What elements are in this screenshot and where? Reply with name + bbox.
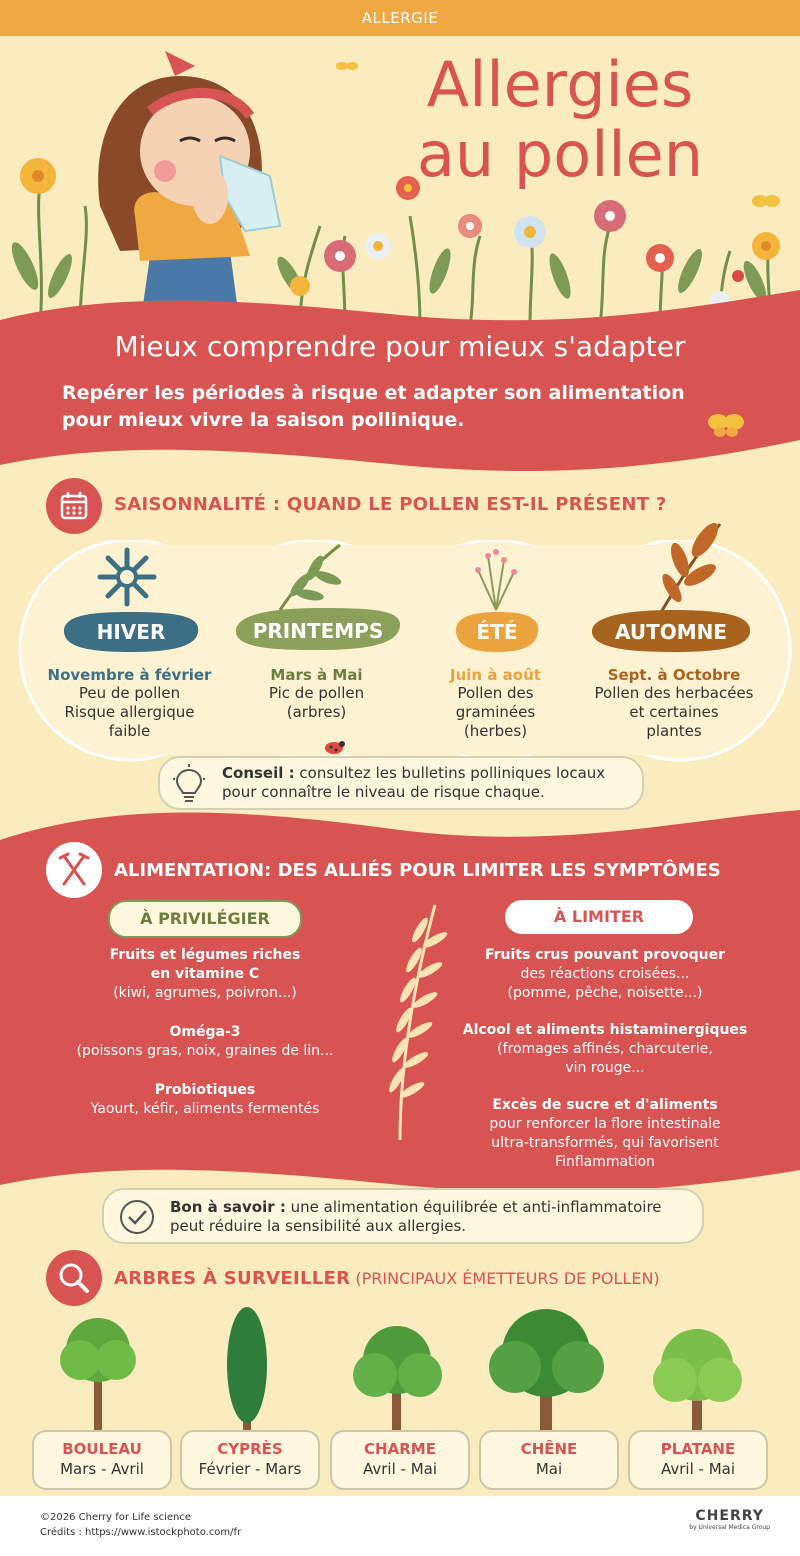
category-bar [0, 0, 800, 36]
tree-name: CYPRÈS [217, 1440, 283, 1458]
tree-card-platane [628, 1430, 768, 1490]
tip-text-line-1: consultez les bulletins polliniques locaux [299, 764, 606, 782]
limit-list [450, 946, 760, 1172]
good-to-know-label: Bon à savoir : [170, 1198, 286, 1216]
season-period: Novembre à février [47, 666, 212, 684]
tree-card-cypres [180, 1430, 320, 1490]
limit-label: À LIMITER [505, 900, 693, 934]
tree-period: Avril - Mai [362, 1460, 437, 1478]
season-period: Sept. à Octobre [607, 666, 741, 684]
tree-name: CHÊNE [520, 1440, 578, 1458]
intro-subtitle [62, 380, 742, 434]
good-to-know-line-2: peut réduire la sensibilité aux allergies. [170, 1217, 467, 1235]
tip-text-line-2: pour connaître le niveau de risque chaque. [222, 783, 545, 801]
limit-item-bold: Alcool et aliments histaminergiques [462, 1022, 748, 1038]
limit-item-text: ultra-transformés, qui favorisent [491, 1135, 719, 1151]
magnifier-icon [46, 1250, 102, 1306]
tree-platane [653, 1329, 742, 1433]
tree-bouleau [60, 1318, 136, 1433]
limit-item-text: (fromages affinés, charcuterie, [497, 1041, 713, 1057]
tree-name: PLATANE [660, 1440, 736, 1458]
limit-item-text: vin rouge... [565, 1060, 645, 1076]
season-info-ete [403, 666, 588, 741]
season-desc: faible [108, 722, 151, 740]
season-desc: Risque allergique [64, 703, 195, 721]
category-label: ALLERGIE [361, 9, 439, 27]
food-title: ALIMENTATION: DES ALLIÉS POUR LIMITER LES SYMPTÔMES [114, 860, 721, 881]
season-pill-automne: AUTOMNE [614, 620, 728, 644]
season-desc: (arbres) [286, 703, 347, 721]
tree-period: Avril - Mai [660, 1460, 735, 1478]
tree-chene [489, 1309, 604, 1433]
grass-flower-icon [468, 546, 524, 612]
intro-subtitle-line-1: Repérer les périodes à risque et adapter son alimentation [62, 382, 685, 404]
logo-subtext: by Universal Medica Group [689, 1524, 770, 1531]
favor-label: À PRIVILÉGIER [108, 900, 302, 938]
leaf-icon [270, 540, 360, 612]
footer-credits: Crédits : https://www.istockphoto.com/fr [40, 1527, 242, 1538]
trees-subtitle: (PRINCIPAUX ÉMETTEURS DE POLLEN) [355, 1269, 660, 1288]
limit-item-bold: Excès de sucre et d'aliments [492, 1097, 718, 1113]
favor-list [60, 946, 350, 1119]
good-to-know-line-1: une alimentation équilibrée et anti-inflammatoire [290, 1198, 662, 1216]
limit-item-text: des réactions croisées... [520, 966, 690, 982]
season-desc: Pic de pollen [268, 684, 365, 702]
limit-item-text: pour renforcer la flore intestinale [489, 1116, 721, 1132]
favor-item-bold: Fruits et légumes riches [109, 947, 301, 963]
season-desc: (herbes) [463, 722, 528, 740]
season-pill-printemps: PRINTEMPS [252, 619, 384, 643]
checkmark-icon [118, 1198, 156, 1236]
autumn-leaves-icon [650, 520, 726, 616]
trees-title: ARBRES À SURVEILLER [114, 1268, 351, 1289]
title-line-2: au pollen [416, 118, 704, 191]
footer [0, 1496, 800, 1556]
season-desc: graminées [455, 703, 536, 721]
tree-period: Mai [535, 1460, 563, 1478]
season-period: Juin à août [450, 666, 541, 684]
season-info-hiver [37, 666, 222, 741]
fork-knife-icon [46, 842, 102, 898]
season-period: Mars à Mai [270, 666, 363, 684]
limit-item [450, 1096, 760, 1172]
limit-item [450, 1021, 760, 1078]
trees-heading [114, 1268, 660, 1289]
calendar-icon [46, 478, 102, 534]
main-title [330, 50, 790, 190]
good-to-know-box [102, 1188, 704, 1244]
season-desc: Peu de pollen [78, 684, 181, 702]
season-pill-hiver: HIVER [96, 620, 166, 644]
footer-copyright: ©2026 Cherry for Life science [40, 1512, 192, 1523]
butterfly-icon [706, 410, 746, 440]
snowflake-icon [96, 546, 158, 608]
favor-item-bold: Oméga-3 [169, 1024, 241, 1040]
title-line-1: Allergies [426, 48, 694, 121]
intro-title: Mieux comprendre pour mieux s'adapter [114, 330, 686, 363]
logo-text: CHERRY [695, 1508, 764, 1524]
season-desc: Pollen des [457, 684, 534, 702]
tree-cypres [227, 1307, 267, 1433]
favor-item-bold: en vitamine C [150, 966, 260, 982]
tree-period: Mars - Avril [60, 1460, 144, 1478]
tree-card-chene [479, 1430, 619, 1490]
season-desc: plantes [646, 722, 702, 740]
favor-item-bold: Probiotiques [154, 1082, 256, 1098]
season-desc: et certaines [629, 703, 719, 721]
tree-charme [353, 1326, 442, 1433]
favor-item-text: Yaourt, kéfir, aliments fermentés [90, 1101, 320, 1117]
tree-name: CHARME [364, 1440, 436, 1458]
favor-item [60, 1081, 350, 1119]
tip-label: Conseil : [222, 764, 295, 782]
limit-item-bold: Fruits crus pouvant provoquer [484, 947, 725, 963]
cherry-logo [689, 1508, 770, 1531]
favor-item-text: (poissons gras, noix, graines de lin... [76, 1043, 334, 1059]
limit-item-text: Finflammation [555, 1154, 655, 1170]
season-pill-ete: ÉTÉ [476, 620, 518, 644]
tree-illustrations [20, 1305, 790, 1435]
tree-period: Février - Mars [198, 1460, 302, 1478]
ladybug-icon [322, 738, 346, 754]
season-info-automne [574, 666, 774, 741]
favor-item-text: (kiwi, agrumes, poivron...) [113, 985, 297, 1001]
tree-card-charme [330, 1430, 470, 1490]
favor-item [60, 946, 350, 1003]
season-desc: Pollen des herbacées [594, 684, 754, 702]
season-info-printemps [224, 666, 409, 722]
limit-item [450, 946, 760, 1003]
wheat-icon [370, 900, 450, 1145]
tree-name: BOULEAU [62, 1440, 142, 1458]
intro-subtitle-line-2: pour mieux vivre la saison pollinique. [62, 409, 465, 431]
limit-item-text: (pomme, pêche, noisette...) [507, 985, 703, 1001]
favor-item [60, 1023, 350, 1061]
girl-figure [98, 51, 280, 326]
seasonality-title: SAISONNALITÉ : QUAND LE POLLEN EST-IL PRÉSENT ? [114, 494, 667, 515]
tree-card-bouleau [32, 1430, 172, 1490]
